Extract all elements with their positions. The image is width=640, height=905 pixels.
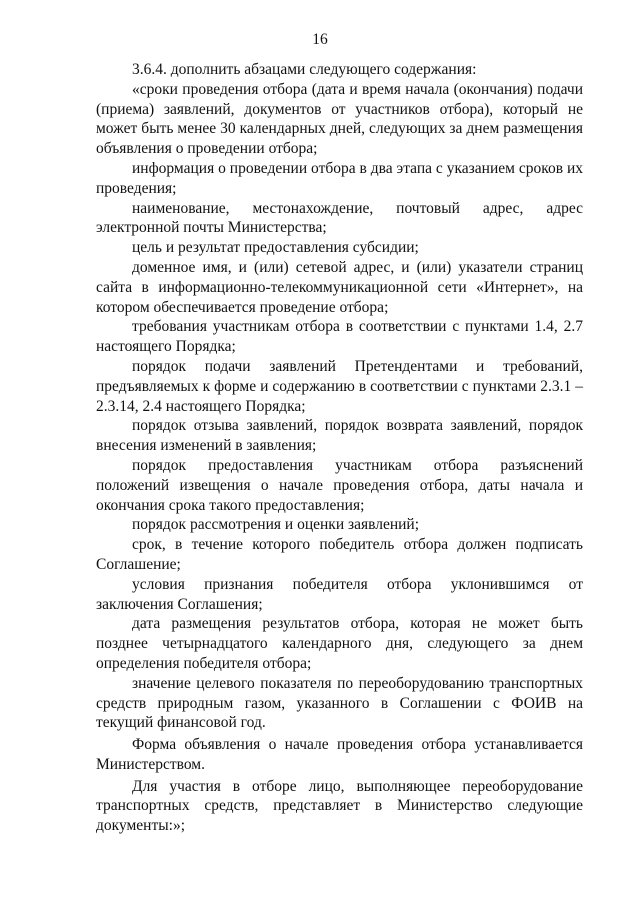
page-number: 16 xyxy=(312,31,328,48)
paragraph-selection-deadlines: «сроки проведения отбора (дата и время начала (окончания) подачи (приема) заявлений, документов от участников отбора), который не может быть менее 30 календарных дней, следующих за днем размещения объявления о проведении отбора; xyxy=(96,80,583,158)
paragraph-clarification-procedure: порядок предоставления участникам отбора разъяснений положений извещения о начале проведения отбора, даты начала и окончания срока такого предоставления; xyxy=(96,456,583,514)
document-body xyxy=(96,60,583,836)
paragraph-target-indicator: значение целевого показателя по переоборудованию транспортных средств природным газом, указанного в Соглашении с ФОИВ на текущий финансовой год. xyxy=(96,674,583,732)
paragraph-evasion-conditions: условия признания победителя отбора уклонившимся от заключения Соглашения; xyxy=(96,575,583,613)
paragraph-amendment-intro: 3.6.4. дополнить абзацами следующего содержания: xyxy=(132,61,477,78)
paragraph-withdrawal-procedure: порядок отзыва заявлений, порядок возврата заявлений, порядок внесения изменений в заявления; xyxy=(96,417,583,455)
paragraph-required-documents: Для участия в отборе лицо, выполняющее переоборудование транспортных средств, представляет в Министерство следующие документы:»; xyxy=(96,777,583,835)
paragraph-two-stage-selection: информация о проведении отбора в два этапа с указанием сроков их проведения; xyxy=(96,159,583,197)
paragraph-subsidy-goal: цель и результат предоставления субсидии; xyxy=(132,239,419,257)
paragraph-application-procedure: порядок подачи заявлений Претендентами и требований, предъявляемых к форме и содержанию в соответствии с пунктами 2.3.1 – 2.3.14, 2.4 настоящего Порядка; xyxy=(96,357,583,415)
paragraph-announcement-form: Форма объявления о начале проведения отбора устанавливается Министерством. xyxy=(96,736,583,773)
paragraph-website-info: доменное имя, и (или) сетевой адрес, и (или) указатели страниц сайта в информационно-телекоммуникационной сети «Интернет», на котором обеспечивается проведение отбора; xyxy=(96,258,583,316)
paragraph-ministry-contacts: наименование, местонахождение, почтовый адрес, адрес электронной почты Министерства; xyxy=(96,199,583,237)
paragraph-agreement-deadline: срок, в течение которого победитель отбора должен подписать Соглашение; xyxy=(96,536,583,573)
paragraph-participant-requirements: требования участникам отбора в соответствии с пунктами 1.4, 2.7 настоящего Порядка; xyxy=(96,318,583,356)
paragraph-evaluation-procedure: порядок рассмотрения и оценки заявлений; xyxy=(132,516,420,534)
paragraph-results-publication: дата размещения результатов отбора, которая не может быть позднее четырнадцатого календарного дня, следующего за днем определения победителя отбора; xyxy=(96,615,583,672)
